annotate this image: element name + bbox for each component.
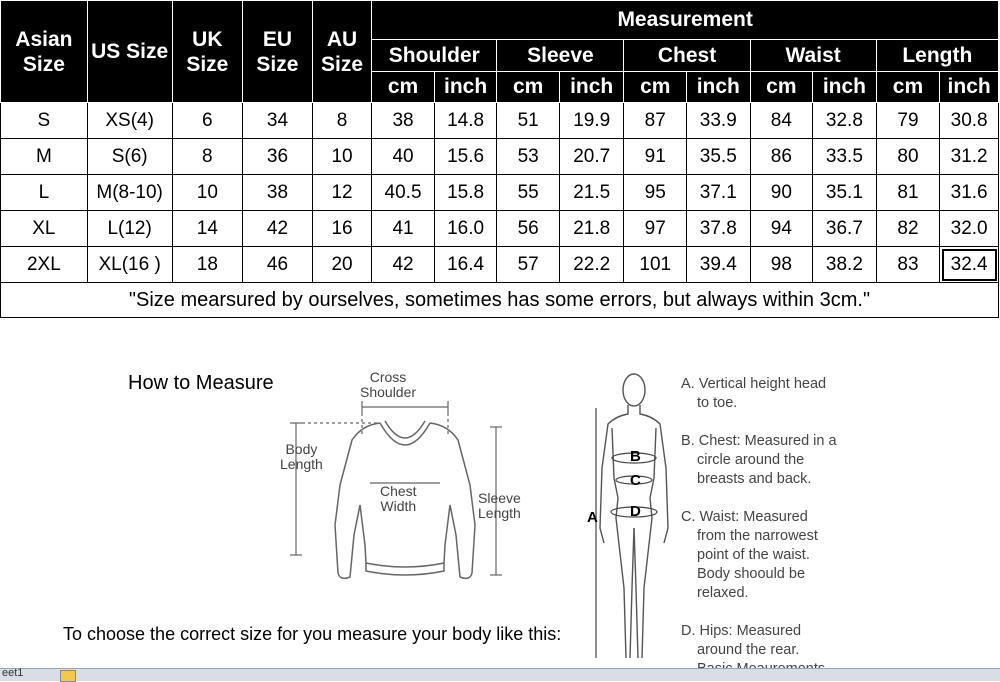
label-cross-text: Cross [369,369,407,385]
table-cell: 82 [876,211,940,247]
table-cell: 2XL [1,247,88,283]
table-cell: 90 [750,175,813,211]
unit-inch: inch [559,72,624,103]
label-chest-text: Chest [380,483,417,499]
table-row [1,139,999,175]
table-cell: 40 [372,139,435,175]
header-waist: Waist [750,40,876,72]
table-cell: 10 [172,175,243,211]
desc-b-line1: B. Chest: Measured in a [681,433,837,449]
table-cell: 51 [497,103,560,139]
table-cell: 30.8 [940,103,999,139]
sheet-tab-icon[interactable] [60,670,76,682]
table-cell: 18 [172,247,243,283]
header-chest: Chest [624,40,750,72]
table-cell: L [1,175,88,211]
table-cell: 55 [497,175,560,211]
table-cell: 33.9 [687,103,751,139]
sheet-tab-bar [0,668,1000,681]
header-measurement: Measurement [372,1,999,40]
table-cell: 35.5 [687,139,751,175]
table-cell: 35.1 [813,175,877,211]
desc-b-line3: breasts and back. [697,471,812,487]
table-cell: 15.6 [434,139,497,175]
desc-a-line2: to toe. [697,395,738,411]
table-cell: 6 [172,103,243,139]
table-cell: 16 [312,211,372,247]
size-table-body [1,103,999,283]
table-cell: 32.4 [940,247,999,283]
unit-inch: inch [940,72,999,103]
table-row [1,103,999,139]
table-cell: 20 [312,247,372,283]
table-cell: XL(16 ) [87,247,172,283]
table-cell: 87 [624,103,687,139]
table-cell: 20.7 [559,139,624,175]
table-cell: 22.2 [559,247,624,283]
unit-cm: cm [624,72,687,103]
table-cell: 38 [372,103,435,139]
table-cell: 40.5 [372,175,435,211]
header-au-size: AU Size [312,1,372,103]
label-body-text: Body [285,441,318,457]
table-cell: 38 [243,175,313,211]
table-cell: 36 [243,139,313,175]
table-cell: 53 [497,139,560,175]
table-cell: M [1,139,88,175]
desc-c-line4: Body shoould be [697,566,806,582]
unit-inch: inch [687,72,751,103]
letter-d: D [630,503,641,520]
table-cell: 12 [312,175,372,211]
unit-cm: cm [497,72,560,103]
table-cell: 32.0 [940,211,999,247]
desc-c-line2: from the narrowest [697,528,818,544]
measure-descriptions [681,375,837,679]
unit-cm: cm [372,72,435,103]
table-cell: 95 [624,175,687,211]
label-sleeve-text: Sleeve [478,490,521,506]
unit-cm: cm [750,72,813,103]
header-shoulder: Shoulder [372,40,497,72]
label-cross-shoulder [360,370,416,400]
label-shoulder-text: Shoulder [360,384,417,400]
header-us-size: US Size [87,1,172,103]
table-cell: 101 [624,247,687,283]
table-cell: XL [1,211,88,247]
table-cell: 15.8 [434,175,497,211]
header-length: Length [876,40,998,72]
unit-cm: cm [876,72,940,103]
table-cell: 31.2 [940,139,999,175]
table-cell: 56 [497,211,560,247]
table-cell: 57 [497,247,560,283]
table-cell: 80 [876,139,940,175]
table-cell: 41 [372,211,435,247]
table-cell: 36.7 [813,211,877,247]
table-cell: 39.4 [687,247,751,283]
table-cell: 97 [624,211,687,247]
table-cell: M(8-10) [87,175,172,211]
label-sleeve-length-text: Length [478,505,521,521]
table-cell: 8 [172,139,243,175]
table-cell: 37.8 [687,211,751,247]
table-cell: 79 [876,103,940,139]
header-asian-size: Asian Size [1,1,88,103]
size-chart-table [0,0,999,318]
table-cell: 16.0 [434,211,497,247]
table-row [1,211,999,247]
table-cell: 98 [750,247,813,283]
desc-d-line2: around the rear. [697,642,800,658]
table-cell: 21.8 [559,211,624,247]
table-cell: 84 [750,103,813,139]
measurement-note: "Size mearsured by ourselves, sometimes has some errors, but always within 3cm." [1,283,999,318]
table-cell: 34 [243,103,313,139]
choose-size-instruction: To choose the correct size for you measure your body like this: [63,624,562,644]
table-cell: S [1,103,88,139]
table-cell: 42 [372,247,435,283]
label-width-text: Width [380,498,417,514]
table-cell: 91 [624,139,687,175]
header-eu-size: EU Size [243,1,313,103]
table-cell: 14.8 [434,103,497,139]
label-sleeve-length [478,491,521,521]
table-row [1,175,999,211]
table-cell: S(6) [87,139,172,175]
label-body-length [280,442,323,472]
label-chest-width [380,484,417,514]
unit-inch: inch [813,72,877,103]
table-cell: 16.4 [434,247,497,283]
desc-a-line1: A. Vertical height head [681,376,827,392]
table-cell: 46 [243,247,313,283]
table-cell: 86 [750,139,813,175]
table-cell: 38.2 [813,247,877,283]
table-cell: 31.6 [940,175,999,211]
table-cell: 32.8 [813,103,877,139]
table-cell: 83 [876,247,940,283]
table-cell: 19.9 [559,103,624,139]
desc-c-line5: relaxed. [697,585,749,601]
table-row [1,247,999,283]
desc-c-line3: point of the waist. [697,547,810,563]
letter-c: C [630,472,641,489]
table-cell: 14 [172,211,243,247]
table-cell: 21.5 [559,175,624,211]
table-cell: 37.1 [687,175,751,211]
letter-a: A [587,509,598,526]
unit-inch: inch [434,72,497,103]
header-sleeve: Sleeve [497,40,624,72]
table-cell: 94 [750,211,813,247]
table-cell: 8 [312,103,372,139]
letter-b: B [630,448,641,465]
sheet-tab-label[interactable]: eet1 [2,667,24,679]
table-cell: L(12) [87,211,172,247]
how-to-measure-title: How to Measure [128,372,274,394]
header-uk-size: UK Size [172,1,243,103]
table-cell: 10 [312,139,372,175]
desc-c-line1: C. Waist: Measured [681,509,808,525]
table-cell: 33.5 [813,139,877,175]
desc-d-line1: D. Hips: Measured [681,623,802,639]
desc-b-line2: circle around the [697,452,805,468]
label-length-text: Length [280,456,323,472]
table-cell: XS(4) [87,103,172,139]
table-cell: 81 [876,175,940,211]
table-cell: 42 [243,211,313,247]
